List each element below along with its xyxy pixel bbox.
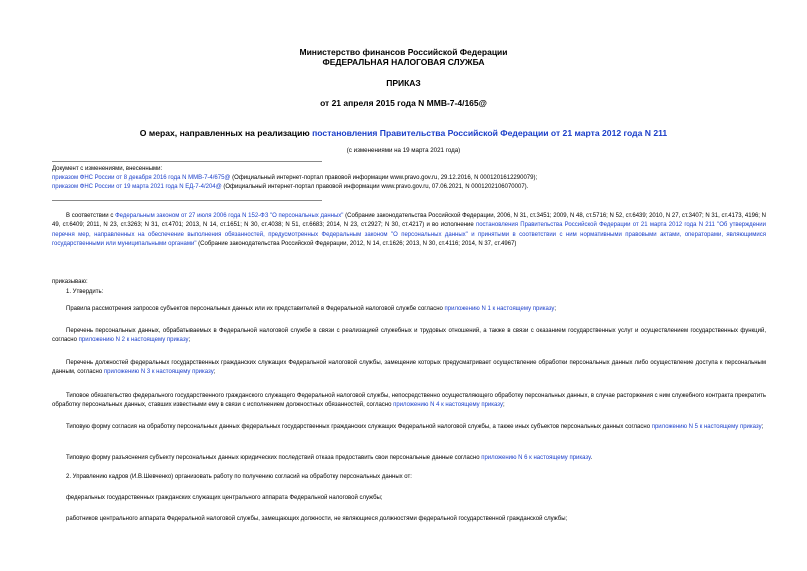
item-1: 1. Утвердить:	[66, 289, 104, 295]
amendment-item	[52, 174, 537, 183]
paragraph-text: ;	[213, 369, 216, 376]
divider-bottom	[52, 200, 322, 201]
law-link[interactable]: Федеральным законом от 27 июля 2006 года N 152-ФЗ "О персональных данных"	[115, 213, 344, 219]
paragraph-text: Перечень персональных данных, обрабатываемых в Федеральной налоговой службе в связи с реализацией служебных и трудовых отношений, а также в связи с оказанием государственных услуг и осуществлением государственных функций, согласно	[52, 328, 766, 344]
doc-date-number: от 21 апреля 2015 года N ММВ-7-4/165@	[320, 98, 487, 108]
approval-paragraph	[52, 327, 766, 346]
paragraph-text: ;	[554, 306, 557, 312]
paragraph-text: ;	[761, 424, 764, 430]
approval-paragraph	[52, 454, 766, 463]
list-item: работников центрального аппарата Федеральной налоговой службы, замещающих должности, не являющиеся должностями федеральной государственной гражданской службы;	[66, 516, 568, 522]
doc-type: ПРИКАЗ	[386, 78, 421, 88]
service-name: ФЕДЕРАЛЬНАЯ НАЛОГОВАЯ СЛУЖБА	[322, 57, 485, 67]
amendments-intro: Документ с изменениями, внесенными:	[52, 166, 163, 172]
preamble-text: В соответствии с	[66, 213, 116, 219]
preamble-text: (Собрание законодательства Российской Федерации, 2006, N 31, ст.3451; 2009, N 48, ст.5716; N 52, ст.6439; 2010, N 27, ст.3407; N 31, ст.4173, 4196; N 49, ст.6409; 2011, N 23, ст.3263; N 31, ст.4701; 2013, N 14, ст.1651; N 30, ст.4038; N 51, ст.6683; 2014, N 23, ст.2927; N 30, ст.4217) и во исполнение	[52, 213, 766, 229]
approval-paragraph	[52, 305, 766, 314]
paragraph-text: Правила рассмотрения запросов субъектов персональных данных или их представителей в Федеральной налоговой службе согласно	[66, 306, 445, 312]
paragraph-text: Типовую форму разъяснения субъекту персональных данных юридических последствий отказа предоставить свои персональные данные согласно	[66, 455, 482, 461]
approval-paragraph	[52, 392, 766, 411]
order-word: приказываю:	[52, 279, 88, 285]
revision-note: (с изменениями на 19 марта 2021 года)	[346, 147, 461, 154]
paragraph-text: .	[590, 455, 593, 461]
paragraph-text: Типовую форму согласия на обработку персональных данных федеральных государственных гражданских служащих Федеральной налоговой службы, а также иных субъектов персональных данных согласно	[66, 424, 652, 430]
appendix-link[interactable]: приложению N 2 к настоящему приказу	[78, 337, 189, 344]
document-title	[0, 128, 807, 138]
preamble-paragraph	[52, 212, 766, 249]
approval-paragraph	[52, 359, 766, 378]
paragraph-text: Типовое обязательство федерального государственного гражданского служащего Федеральной налоговой службы, непосредственно осуществляющего обработку персональных данных, в случае расторжения с ним служебного контракта прекратить обработку персональных данных, ставших известными ему в связи с исполнением должностных обязанностей, согласно	[52, 393, 766, 409]
title-prefix: О мерах, направленных на реализацию	[139, 128, 313, 138]
paragraph-text: ;	[503, 402, 505, 409]
list-item: федеральных государственных гражданских служащих центрального аппарата Федеральной налоговой службы;	[66, 495, 383, 501]
paragraph-text: ;	[188, 337, 191, 344]
amendment-link[interactable]: приказом ФНС России от 19 марта 2021 года N ЕД-7-4/204@	[52, 184, 222, 190]
paragraph-text: Перечень должностей федеральных государственных гражданских служащих Федеральной налоговой службы, замещение которых предусматривает осуществление обработки персональных данных либо осуществление доступа к персональным данным, согласно	[52, 360, 766, 376]
amendment-item	[52, 183, 528, 192]
amendment-link[interactable]: приказом ФНС России от 8 декабря 2016 года N ММВ-7-4/675@	[52, 175, 231, 181]
approval-paragraph	[52, 423, 766, 432]
ministry-name: Министерство финансов Российской Федерации	[299, 47, 508, 57]
resolution-link[interactable]: постановления Правительства Российской Федерации от 21 марта 2012 года N 211 "Об утверждении перечня мер, направленных на обеспечение выполнения обязанностей, предусмотренных Федеральным законом "О персональных данных" и принятыми в соответствии с ним нормативными правовыми актами, операторами, являющимися государственными или муниципальными органами"	[52, 222, 766, 247]
amendment-source: (Официальный интернет-портал правовой информации www.pravo.gov.ru, 29.12.2016, N 0001201612290079);	[230, 175, 538, 181]
appendix-link[interactable]: приложению N 3 к настоящему приказу	[103, 369, 214, 376]
appendix-link[interactable]: приложению N 5 к настоящему приказу	[651, 424, 762, 430]
amendment-source: (Официальный интернет-портал правовой информации www.pravo.gov.ru, 07.06.2021, N 0001202106070007).	[221, 184, 529, 190]
preamble-text: (Собрание законодательства Российской Федерации, 2012, N 14, ст.1626; 2013, N 30, ст.4116; 2014, N 37, ст.4967)	[196, 240, 517, 247]
appendix-link[interactable]: приложению N 6 к настоящему приказу	[481, 455, 591, 461]
appendix-link[interactable]: приложению N 1 к настоящему приказу	[444, 306, 555, 312]
item-2: 2. Управлению кадров (И.В.Шевченко) организовать работу по получению согласий на обработку персональных данных от:	[66, 474, 412, 480]
title-link[interactable]: постановления Правительства Российской Федерации от 21 марта 2012 года N 211	[312, 128, 668, 138]
appendix-link[interactable]: приложению N 4 к настоящему приказу	[393, 402, 503, 409]
divider-top	[52, 161, 322, 162]
